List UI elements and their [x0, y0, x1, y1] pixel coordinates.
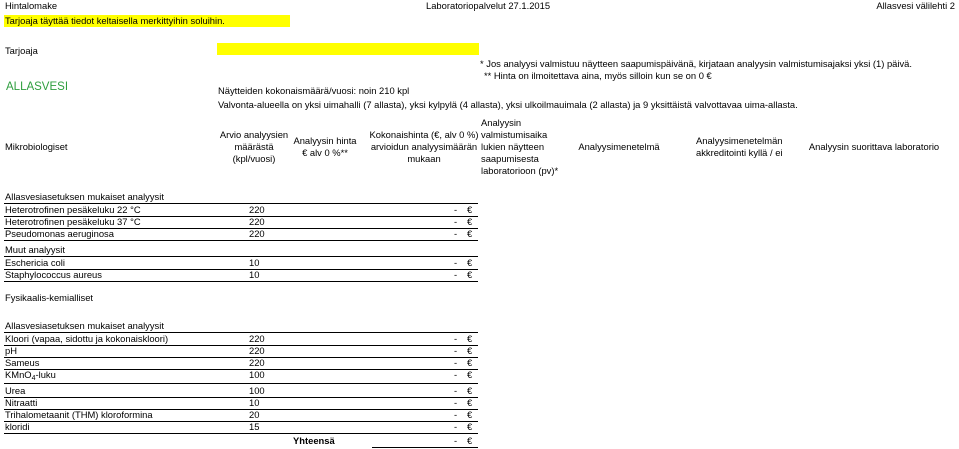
euro-symbol: €: [467, 333, 473, 344]
scope-text: Valvonta-alueella on yksi uimahalli (7 allasta), yksi kylpylä (4 allasta), yksi ulkoilmauimala (2 allasta) ja 9 yksittäistä valvottavaa uima-allasta.: [218, 99, 798, 110]
group-underline: [4, 256, 478, 257]
euro-symbol: €: [467, 357, 473, 368]
row-divider: [4, 345, 478, 346]
instruction-banner: [4, 15, 290, 27]
analysis-name: Heterotrofinen pesäkeluku 37 °C: [5, 216, 141, 227]
analysis-name: Nitraatti: [5, 397, 38, 408]
analysis-quantity: 220: [249, 204, 265, 215]
analysis-name: Staphylococcus aureus: [5, 269, 102, 280]
note-2: ** Hinta on ilmoitettava aina, myös silloin kun se on 0 €: [484, 70, 712, 81]
analysis-name: Sameus: [5, 357, 40, 368]
sheet-header-left: Hintalomake: [5, 0, 58, 11]
row-divider: [4, 433, 478, 434]
col-header-turnaround: Analyysin valmistumisaika lukien näytteen saapumisesta laboratorioon (pv)*: [481, 117, 559, 176]
tarjoaja-input-cell[interactable]: [217, 43, 479, 55]
analysis-quantity: 220: [249, 357, 265, 368]
total-price-value: -: [454, 385, 458, 396]
sample-count-text: Näytteiden kokonaismäärä/vuosi: noin 210 kpl: [218, 85, 410, 96]
total-price-value: -: [454, 257, 458, 268]
col-header-estimated-count: Arvio analyysien määrästä (kpl/vuosi): [219, 129, 289, 164]
euro-symbol: €: [467, 345, 473, 356]
euro-symbol: €: [467, 369, 473, 380]
col-header-method: Analyysimenetelmä: [578, 141, 660, 152]
row-divider: [4, 369, 478, 370]
analysis-name: Pseudomonas aeruginosa: [5, 228, 114, 239]
col-header-microbiological: Mikrobiologiset: [5, 141, 68, 152]
total-price-value: -: [454, 269, 458, 280]
total-price-value: -: [454, 216, 458, 227]
euro-symbol: €: [467, 216, 473, 227]
group-title-pool-regulation: Allasvesiasetuksen mukaiset analyysit: [5, 191, 164, 202]
total-label: Yhteensä: [293, 435, 335, 446]
total-price-value: -: [454, 369, 458, 380]
row-divider: [4, 383, 478, 384]
euro-symbol: €: [467, 397, 473, 408]
total-underline: [372, 447, 478, 448]
total-price-value: -: [454, 409, 458, 420]
euro-symbol: €: [467, 204, 473, 215]
total-price-value: -: [454, 204, 458, 215]
euro-symbol: €: [467, 228, 473, 239]
analysis-name-main: KMnO: [5, 369, 32, 380]
total-price-value: -: [454, 357, 458, 368]
row-divider: [4, 397, 478, 398]
analysis-name: Trihalometaanit (THM) kloroformina: [5, 409, 153, 420]
col-header-laboratory: Analyysin suorittava laboratorio: [808, 141, 940, 152]
row-divider: [4, 281, 478, 282]
total-price-value: -: [454, 333, 458, 344]
analysis-name-suffix: -luku: [35, 369, 56, 380]
euro-symbol: €: [467, 421, 473, 432]
analysis-name: Urea: [5, 385, 26, 396]
analysis-quantity: 100: [249, 369, 265, 380]
analysis-quantity: 220: [249, 216, 265, 227]
row-divider: [4, 357, 478, 358]
analysis-quantity: 220: [249, 228, 265, 239]
analysis-name: Heterotrofinen pesäkeluku 22 °C: [5, 204, 141, 215]
instruction-text: Tarjoaja täyttää tiedot keltaisella merkittyihin soluihin.: [5, 15, 225, 26]
group-title-other-analyses: Muut analyysit: [5, 244, 65, 255]
analysis-name: kloridi: [5, 421, 30, 432]
analysis-quantity: 100: [249, 385, 265, 396]
sheet-header-center: Laboratoriopalvelut 27.1.2015: [426, 0, 551, 11]
analysis-name: pH: [5, 345, 17, 356]
analysis-quantity: 20: [249, 409, 260, 420]
sheet-header-right: Allasvesi välilehti 2: [876, 0, 955, 11]
tarjoaja-label: Tarjoaja: [5, 45, 38, 56]
analysis-name: Eschericia coli: [5, 257, 65, 268]
col-header-accreditation: Analyysimenetelmän akkreditointi kyllä / ei: [696, 135, 783, 158]
col-header-total-price: Kokonaishinta (€, alv 0 %) arvioidun analyysimäärän mukaan: [369, 129, 479, 164]
analysis-name: [5, 369, 56, 383]
analysis-quantity: 15: [249, 421, 260, 432]
section-title: ALLASVESI: [6, 81, 69, 93]
total-price-value: -: [454, 228, 458, 239]
analysis-name: Kloori (vapaa, sidottu ja kokonaiskloori): [5, 333, 169, 344]
analysis-quantity: 220: [249, 333, 265, 344]
group-title-physicochemical: Fysikaalis-kemialliset: [5, 292, 94, 303]
total-price-value: -: [454, 421, 458, 432]
total-price-value: -: [454, 345, 458, 356]
analysis-name-subscript: 4: [31, 375, 36, 382]
row-divider: [4, 240, 478, 241]
euro-symbol: €: [467, 409, 473, 420]
analysis-quantity: 10: [249, 397, 260, 408]
total-euro-symbol: €: [467, 435, 473, 446]
note-1: * Jos analyysi valmistuu näytteen saapumispäivänä, kirjataan analyysin valmistumisajaksi yksi (1) päivä.: [480, 58, 912, 69]
group-title-pool-regulation-chem: Allasvesiasetuksen mukaiset analyysit: [5, 320, 164, 331]
analysis-quantity: 10: [249, 269, 260, 280]
analysis-quantity: 220: [249, 345, 265, 356]
col-header-unit-price: Analyysin hinta € alv 0 %**: [293, 135, 357, 158]
total-price-value: -: [454, 397, 458, 408]
row-divider: [4, 421, 478, 422]
analysis-quantity: 10: [249, 257, 260, 268]
euro-symbol: €: [467, 257, 473, 268]
total-value: -: [454, 435, 458, 446]
euro-symbol: €: [467, 385, 473, 396]
euro-symbol: €: [467, 269, 473, 280]
